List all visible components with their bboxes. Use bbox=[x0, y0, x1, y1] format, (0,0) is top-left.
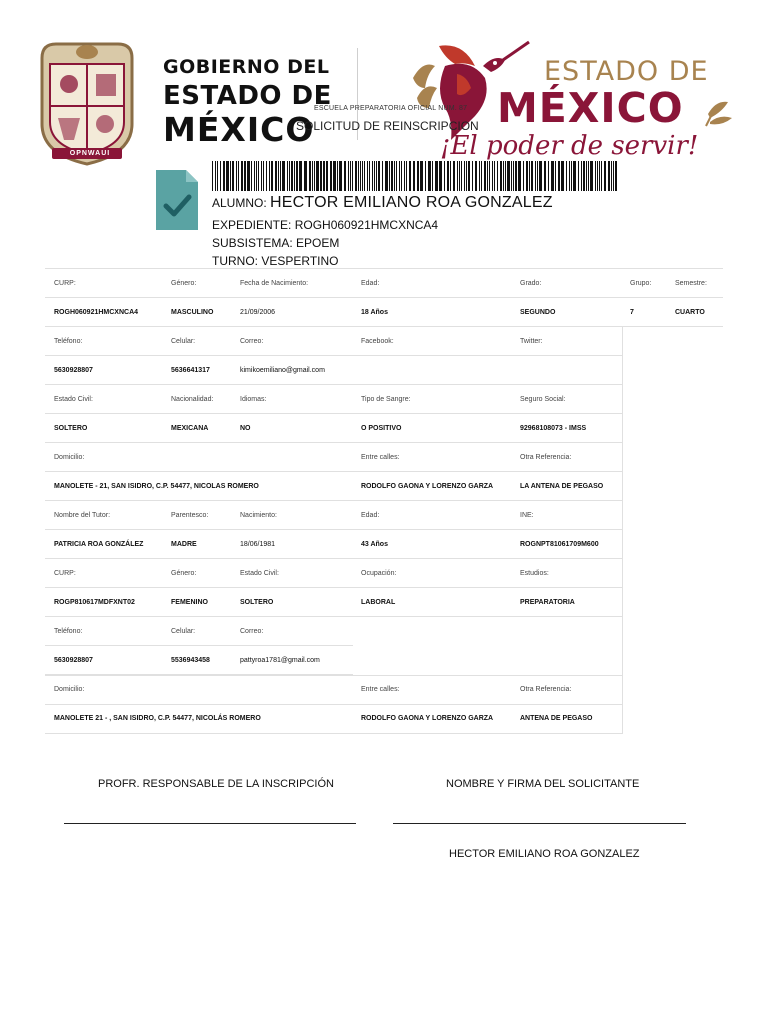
tutor-celular-label: Celular: bbox=[171, 628, 196, 635]
genero-value: MASCULINO bbox=[171, 309, 214, 316]
expediente-value: ROGH060921HMCXNCA4 bbox=[294, 218, 439, 232]
grupo-value: 7 bbox=[630, 309, 634, 316]
estado-line-2: MÉXICO bbox=[497, 84, 684, 132]
expediente-row bbox=[212, 218, 438, 232]
coat-of-arms-seal bbox=[34, 36, 140, 168]
entre-calles-label: Entre calles: bbox=[361, 454, 400, 461]
genero-label: Género: bbox=[171, 280, 197, 287]
tutor-telefono-label: Teléfono: bbox=[54, 628, 83, 635]
edad-label: Edad: bbox=[361, 280, 380, 287]
telefono-value: 5630928807 bbox=[54, 367, 93, 374]
tutor-domicilio-value: MANOLETE 21 - , SAN ISIDRO, C.P. 54477, NICOLÁS ROMERO bbox=[54, 715, 261, 722]
student-name: HECTOR EMILIANO ROA GONZALEZ bbox=[270, 194, 553, 211]
responsable-signature-line bbox=[64, 823, 356, 824]
gov-line-3: MÉXICO bbox=[163, 110, 315, 149]
idiomas-value: NO bbox=[240, 425, 251, 432]
tutor-telefono-value: 5630928807 bbox=[54, 657, 93, 664]
expediente-label: EXPEDIENTE: bbox=[212, 218, 292, 232]
tutor-estado-civil-value: SOLTERO bbox=[240, 599, 274, 606]
gov-line-1: GOBIERNO DEL bbox=[163, 56, 330, 78]
tipo-sangre-label: Tipo de Sangre: bbox=[361, 396, 411, 403]
estado-civil-value: SOLTERO bbox=[54, 425, 88, 432]
tutor-parentesco-label: Parentesco: bbox=[171, 512, 209, 519]
form-title: SOLICITUD DE REINSCRIPCION bbox=[296, 119, 479, 133]
tutor-entre-calles-value: RODOLFO GAONA Y LORENZO GARZA bbox=[361, 715, 494, 722]
nacimiento-value: 21/09/2006 bbox=[240, 309, 276, 316]
correo-label: Correo: bbox=[240, 338, 264, 345]
tutor-nombre-value: PATRICIA ROA GONZÁLEZ bbox=[54, 541, 144, 548]
estado-civil-label: Estado Civil: bbox=[54, 396, 93, 403]
celular-value: 5636641317 bbox=[171, 367, 210, 374]
tutor-estado-civil-label: Estado Civil: bbox=[240, 570, 279, 577]
tutor-estudios-label: Estudios: bbox=[520, 570, 549, 577]
grado-label: Grado: bbox=[520, 280, 542, 287]
seguro-label: Seguro Social: bbox=[520, 396, 566, 403]
grado-value: SEGUNDO bbox=[520, 309, 556, 316]
student-name-row bbox=[212, 194, 553, 212]
tutor-estudios-value: PREPARATORIA bbox=[520, 599, 575, 606]
tutor-curp-value: ROGP810617MDFXNT02 bbox=[54, 599, 135, 606]
nacionalidad-label: Nacionalidad: bbox=[171, 396, 214, 403]
subsistema-value: EPOEM bbox=[296, 236, 340, 250]
domicilio-value: MANOLETE - 21, SAN ISIDRO, C.P. 54477, NICOLAS ROMERO bbox=[54, 483, 259, 490]
barcode bbox=[212, 161, 620, 191]
semestre-value: CUARTO bbox=[675, 309, 705, 316]
tutor-ocupacion-value: LABORAL bbox=[361, 599, 396, 606]
tutor-genero-value: FEMENINO bbox=[171, 599, 208, 606]
entre-calles-value: RODOLFO GAONA Y LORENZO GARZA bbox=[361, 483, 494, 490]
tutor-nombre-label: Nombre del Tutor: bbox=[54, 512, 111, 519]
tutor-correo-label: Correo: bbox=[240, 628, 264, 635]
turno-row bbox=[212, 254, 338, 268]
edad-value: 18 Años bbox=[361, 309, 388, 316]
otra-ref-label: Otra Referencia: bbox=[520, 454, 572, 461]
document-check-icon bbox=[156, 170, 198, 230]
tutor-ocupacion-label: Ocupación: bbox=[361, 570, 397, 577]
idiomas-label: Idiomas: bbox=[240, 396, 267, 403]
curp-label: CURP: bbox=[54, 280, 76, 287]
seguro-value: 92968108073 - IMSS bbox=[520, 425, 587, 432]
solicitante-signature-line bbox=[393, 823, 686, 824]
student-name-label: ALUMNO: bbox=[212, 196, 267, 210]
school-name: ESCUELA PREPARATORIA OFICIAL NUM. 87 bbox=[314, 105, 468, 112]
tutor-curp-label: CURP: bbox=[54, 570, 76, 577]
tutor-parentesco-value: MADRE bbox=[171, 541, 197, 548]
tutor-genero-label: Género: bbox=[171, 570, 197, 577]
nacimiento-label: Fecha de Nacimiento: bbox=[240, 280, 309, 287]
tutor-nacimiento-value: 18/06/1981 bbox=[240, 541, 276, 548]
turno-value: VESPERTINO bbox=[261, 254, 339, 268]
subsistema-label: SUBSISTEMA: bbox=[212, 236, 293, 250]
tutor-otra-ref-value: ANTENA DE PEGASO bbox=[520, 715, 593, 722]
signer-name: HECTOR EMILIANO ROA GONZALEZ bbox=[449, 848, 640, 860]
twitter-label: Twitter: bbox=[520, 338, 543, 345]
domicilio-label: Domicilio: bbox=[54, 454, 85, 461]
turno-label: TURNO: bbox=[212, 254, 258, 268]
estado-slogan: ¡El poder de servir! bbox=[440, 131, 699, 161]
semestre-label: Semestre: bbox=[675, 280, 707, 287]
tutor-edad-value: 43 Años bbox=[361, 541, 388, 548]
celular-label: Celular: bbox=[171, 338, 196, 345]
solicitante-title: NOMBRE Y FIRMA DEL SOLICITANTE bbox=[446, 778, 640, 790]
estado-logo-text bbox=[440, 56, 709, 161]
nacionalidad-value: MEXICANA bbox=[171, 425, 209, 432]
tutor-celular-value: 5536943458 bbox=[171, 657, 210, 664]
estado-line-1: ESTADO DE bbox=[544, 56, 709, 87]
otra-ref-value: LA ANTENA DE PEGASO bbox=[520, 483, 604, 490]
facebook-label: Facebook: bbox=[361, 338, 394, 345]
tutor-domicilio-label: Domicilio: bbox=[54, 686, 85, 693]
responsable-title: PROFR. RESPONSABLE DE LA INSCRIPCIÓN bbox=[98, 778, 334, 790]
tutor-otra-ref-label: Otra Referencia: bbox=[520, 686, 572, 693]
tutor-correo-value: pattyroa1781@gmail.com bbox=[240, 657, 320, 664]
tutor-entre-calles-label: Entre calles: bbox=[361, 686, 400, 693]
tipo-sangre-value: O POSITIVO bbox=[361, 425, 402, 432]
tutor-edad-label: Edad: bbox=[361, 512, 380, 519]
seal-text: OPNWAUI bbox=[69, 150, 111, 157]
gov-line-2: ESTADO DE bbox=[163, 81, 332, 111]
grupo-label: Grupo: bbox=[630, 280, 652, 287]
leaf-icon bbox=[704, 96, 734, 130]
telefono-label: Teléfono: bbox=[54, 338, 83, 345]
curp-value: ROGH060921HMCXNCA4 bbox=[54, 309, 139, 316]
tutor-ine-label: INE: bbox=[520, 512, 534, 519]
subsistema-row bbox=[212, 236, 339, 250]
tutor-ine-value: ROGNPT81061709M600 bbox=[520, 541, 599, 548]
tutor-nacimiento-label: Nacimiento: bbox=[240, 512, 277, 519]
correo-value: kimikoemiliano@gmail.com bbox=[240, 367, 325, 374]
